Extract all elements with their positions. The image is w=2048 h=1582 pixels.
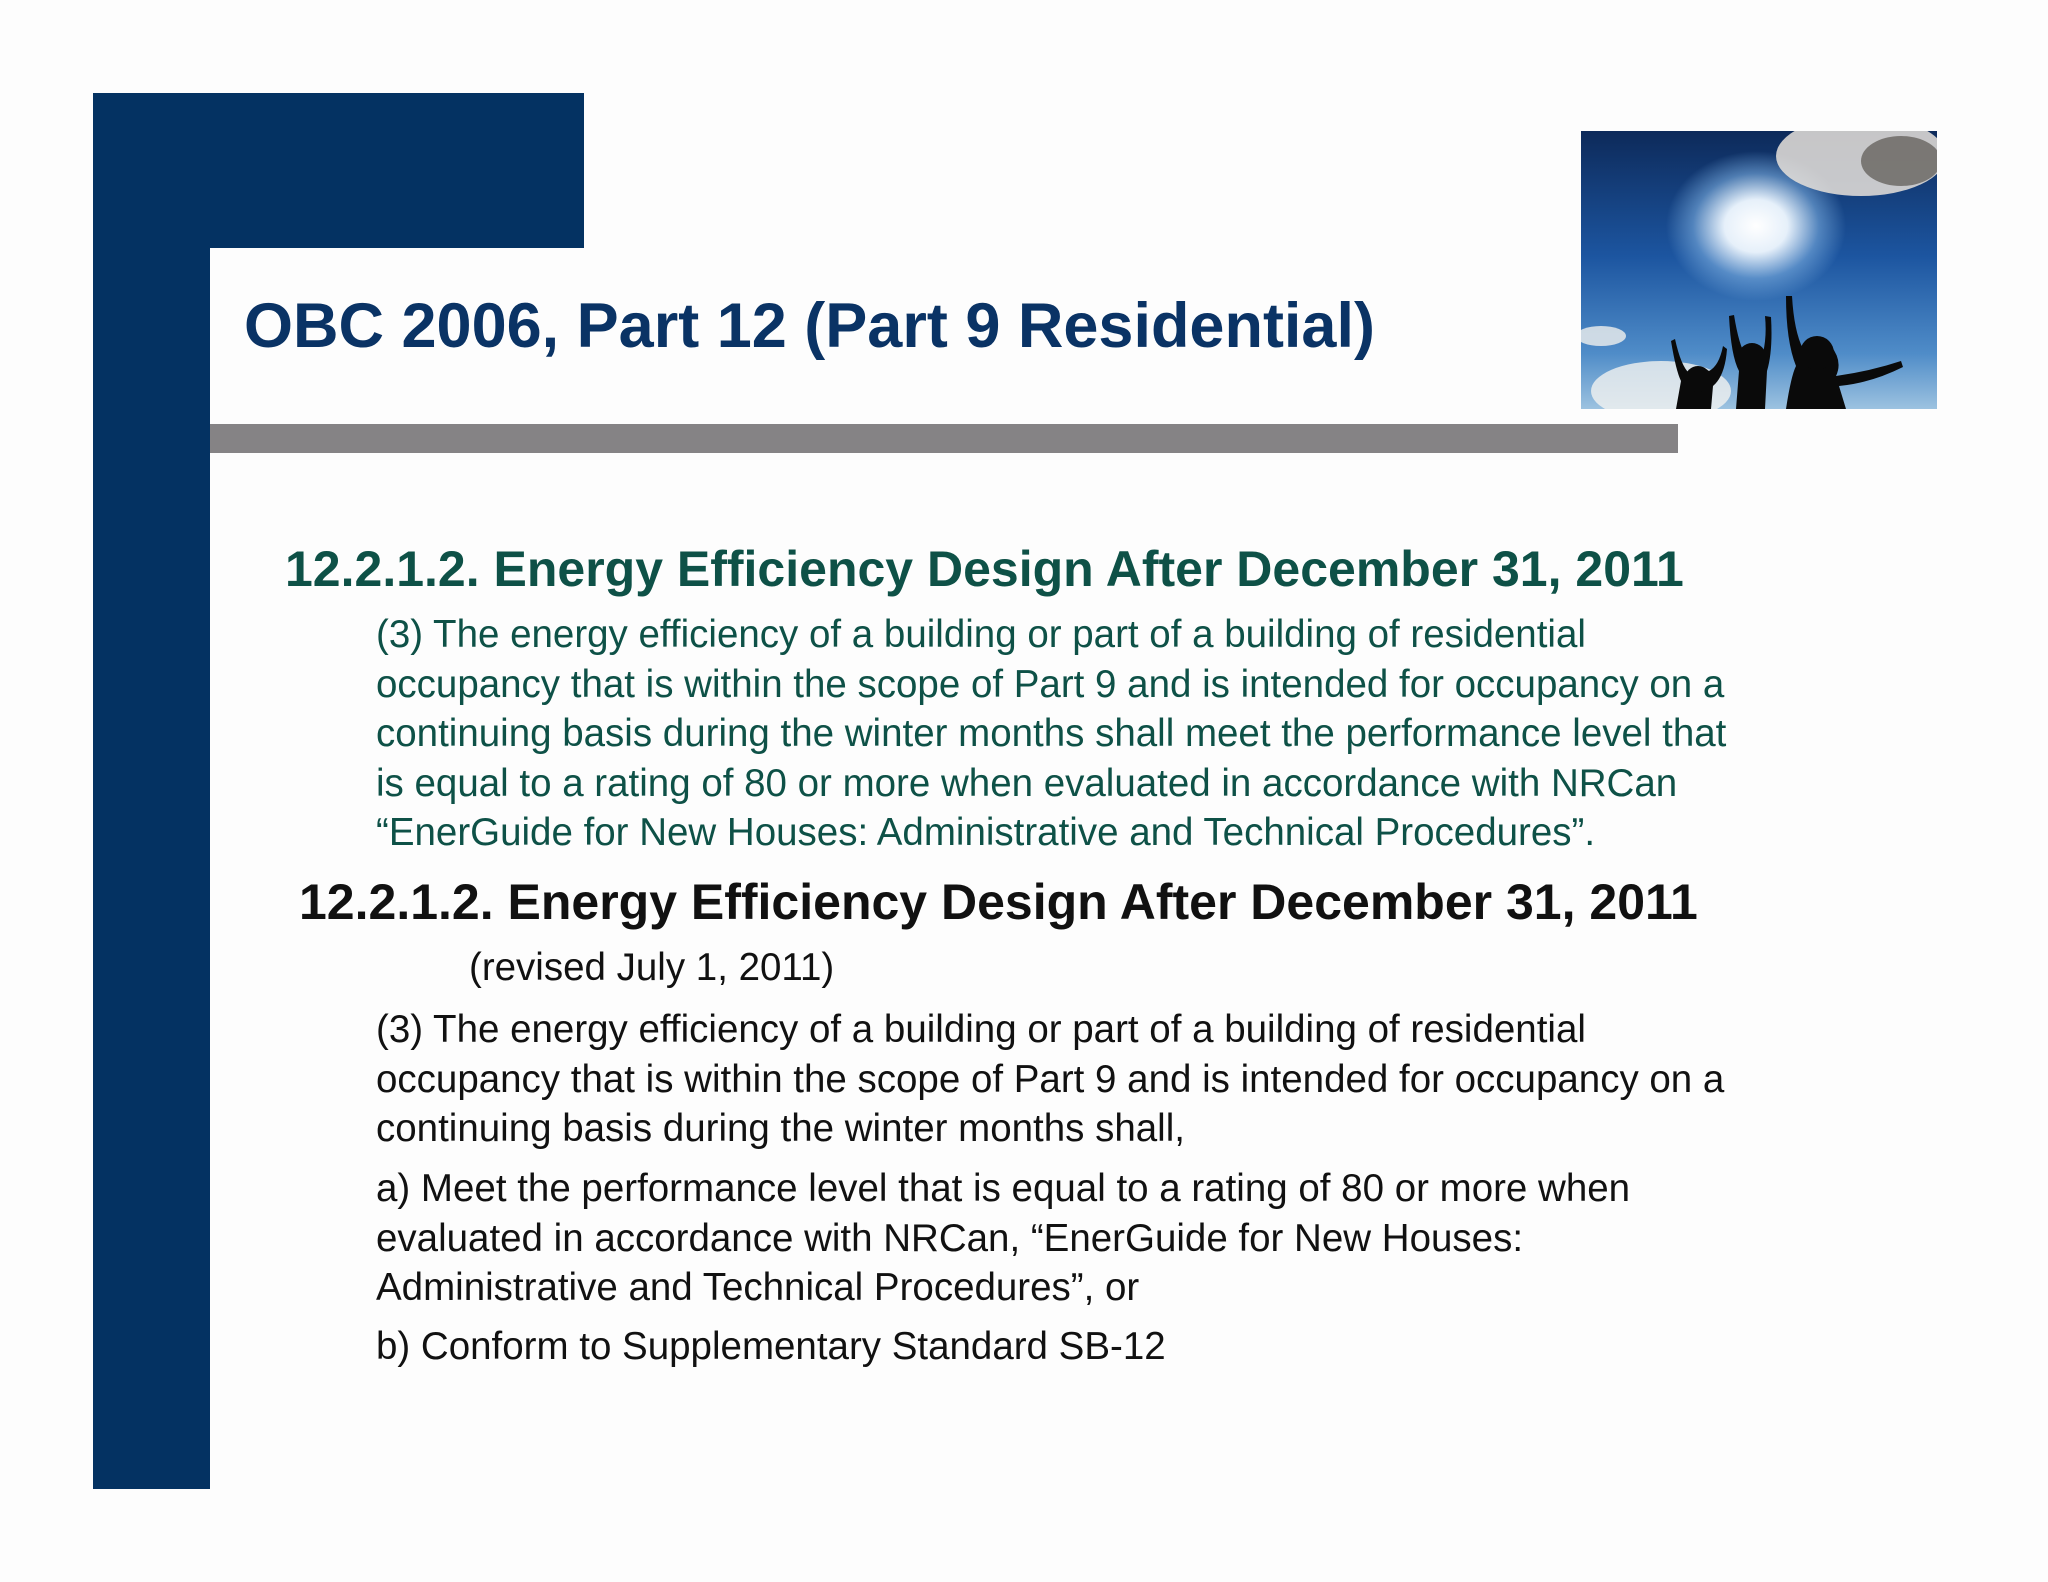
paragraph-line: (3) The energy efficiency of a building or part of a building of residential xyxy=(376,613,1586,656)
paragraph-line: occupancy that is within the scope of Part 9 and is intended for occupancy on a xyxy=(376,1057,1725,1101)
item-a xyxy=(376,1164,1630,1313)
paragraph-line: continuing basis during the winter months shall meet the performance level that xyxy=(376,712,1727,756)
section-1-paragraph xyxy=(376,610,1726,858)
revised-note: (revised July 1, 2011) xyxy=(469,946,835,989)
paragraph-line: Administrative and Technical Procedures”, or xyxy=(376,1266,1140,1310)
paragraph-line: (3) The energy efficiency of a building or part of a building of residential xyxy=(376,1008,1586,1051)
paragraph-line: a) Meet the performance level that is equal to a rating of 80 or more when xyxy=(376,1167,1631,1210)
slide-title: OBC 2006, Part 12 (Part 9 Residential) xyxy=(244,291,1375,361)
paragraph-line: is equal to a rating of 80 or more when evaluated in accordance with NRCan xyxy=(376,761,1678,805)
section-1-heading: 12.2.1.2. Energy Efficiency Design After December 31, 2011 xyxy=(285,541,1684,597)
paragraph-line: “EnerGuide for New Houses: Administrative and Technical Procedures”. xyxy=(376,811,1596,855)
children-silhouette-image xyxy=(1581,131,1937,409)
navy-top-block xyxy=(93,93,584,248)
navy-sidebar-bar xyxy=(93,93,210,1489)
paragraph-line: continuing basis during the winter months shall, xyxy=(376,1107,1185,1151)
section-2-heading: 12.2.1.2. Energy Efficiency Design After December 31, 2011 xyxy=(299,874,1698,930)
item-b: b) Conform to Supplementary Standard SB-12 xyxy=(376,1325,1166,1368)
paragraph-line: occupancy that is within the scope of Part 9 and is intended for occupancy on a xyxy=(376,662,1725,706)
sun-children-photo xyxy=(1581,131,1937,409)
paragraph-line: evaluated in accordance with NRCan, “EnerGuide for New Houses: xyxy=(376,1216,1524,1260)
title-divider xyxy=(210,424,1678,453)
section-2-intro xyxy=(376,1005,1724,1154)
